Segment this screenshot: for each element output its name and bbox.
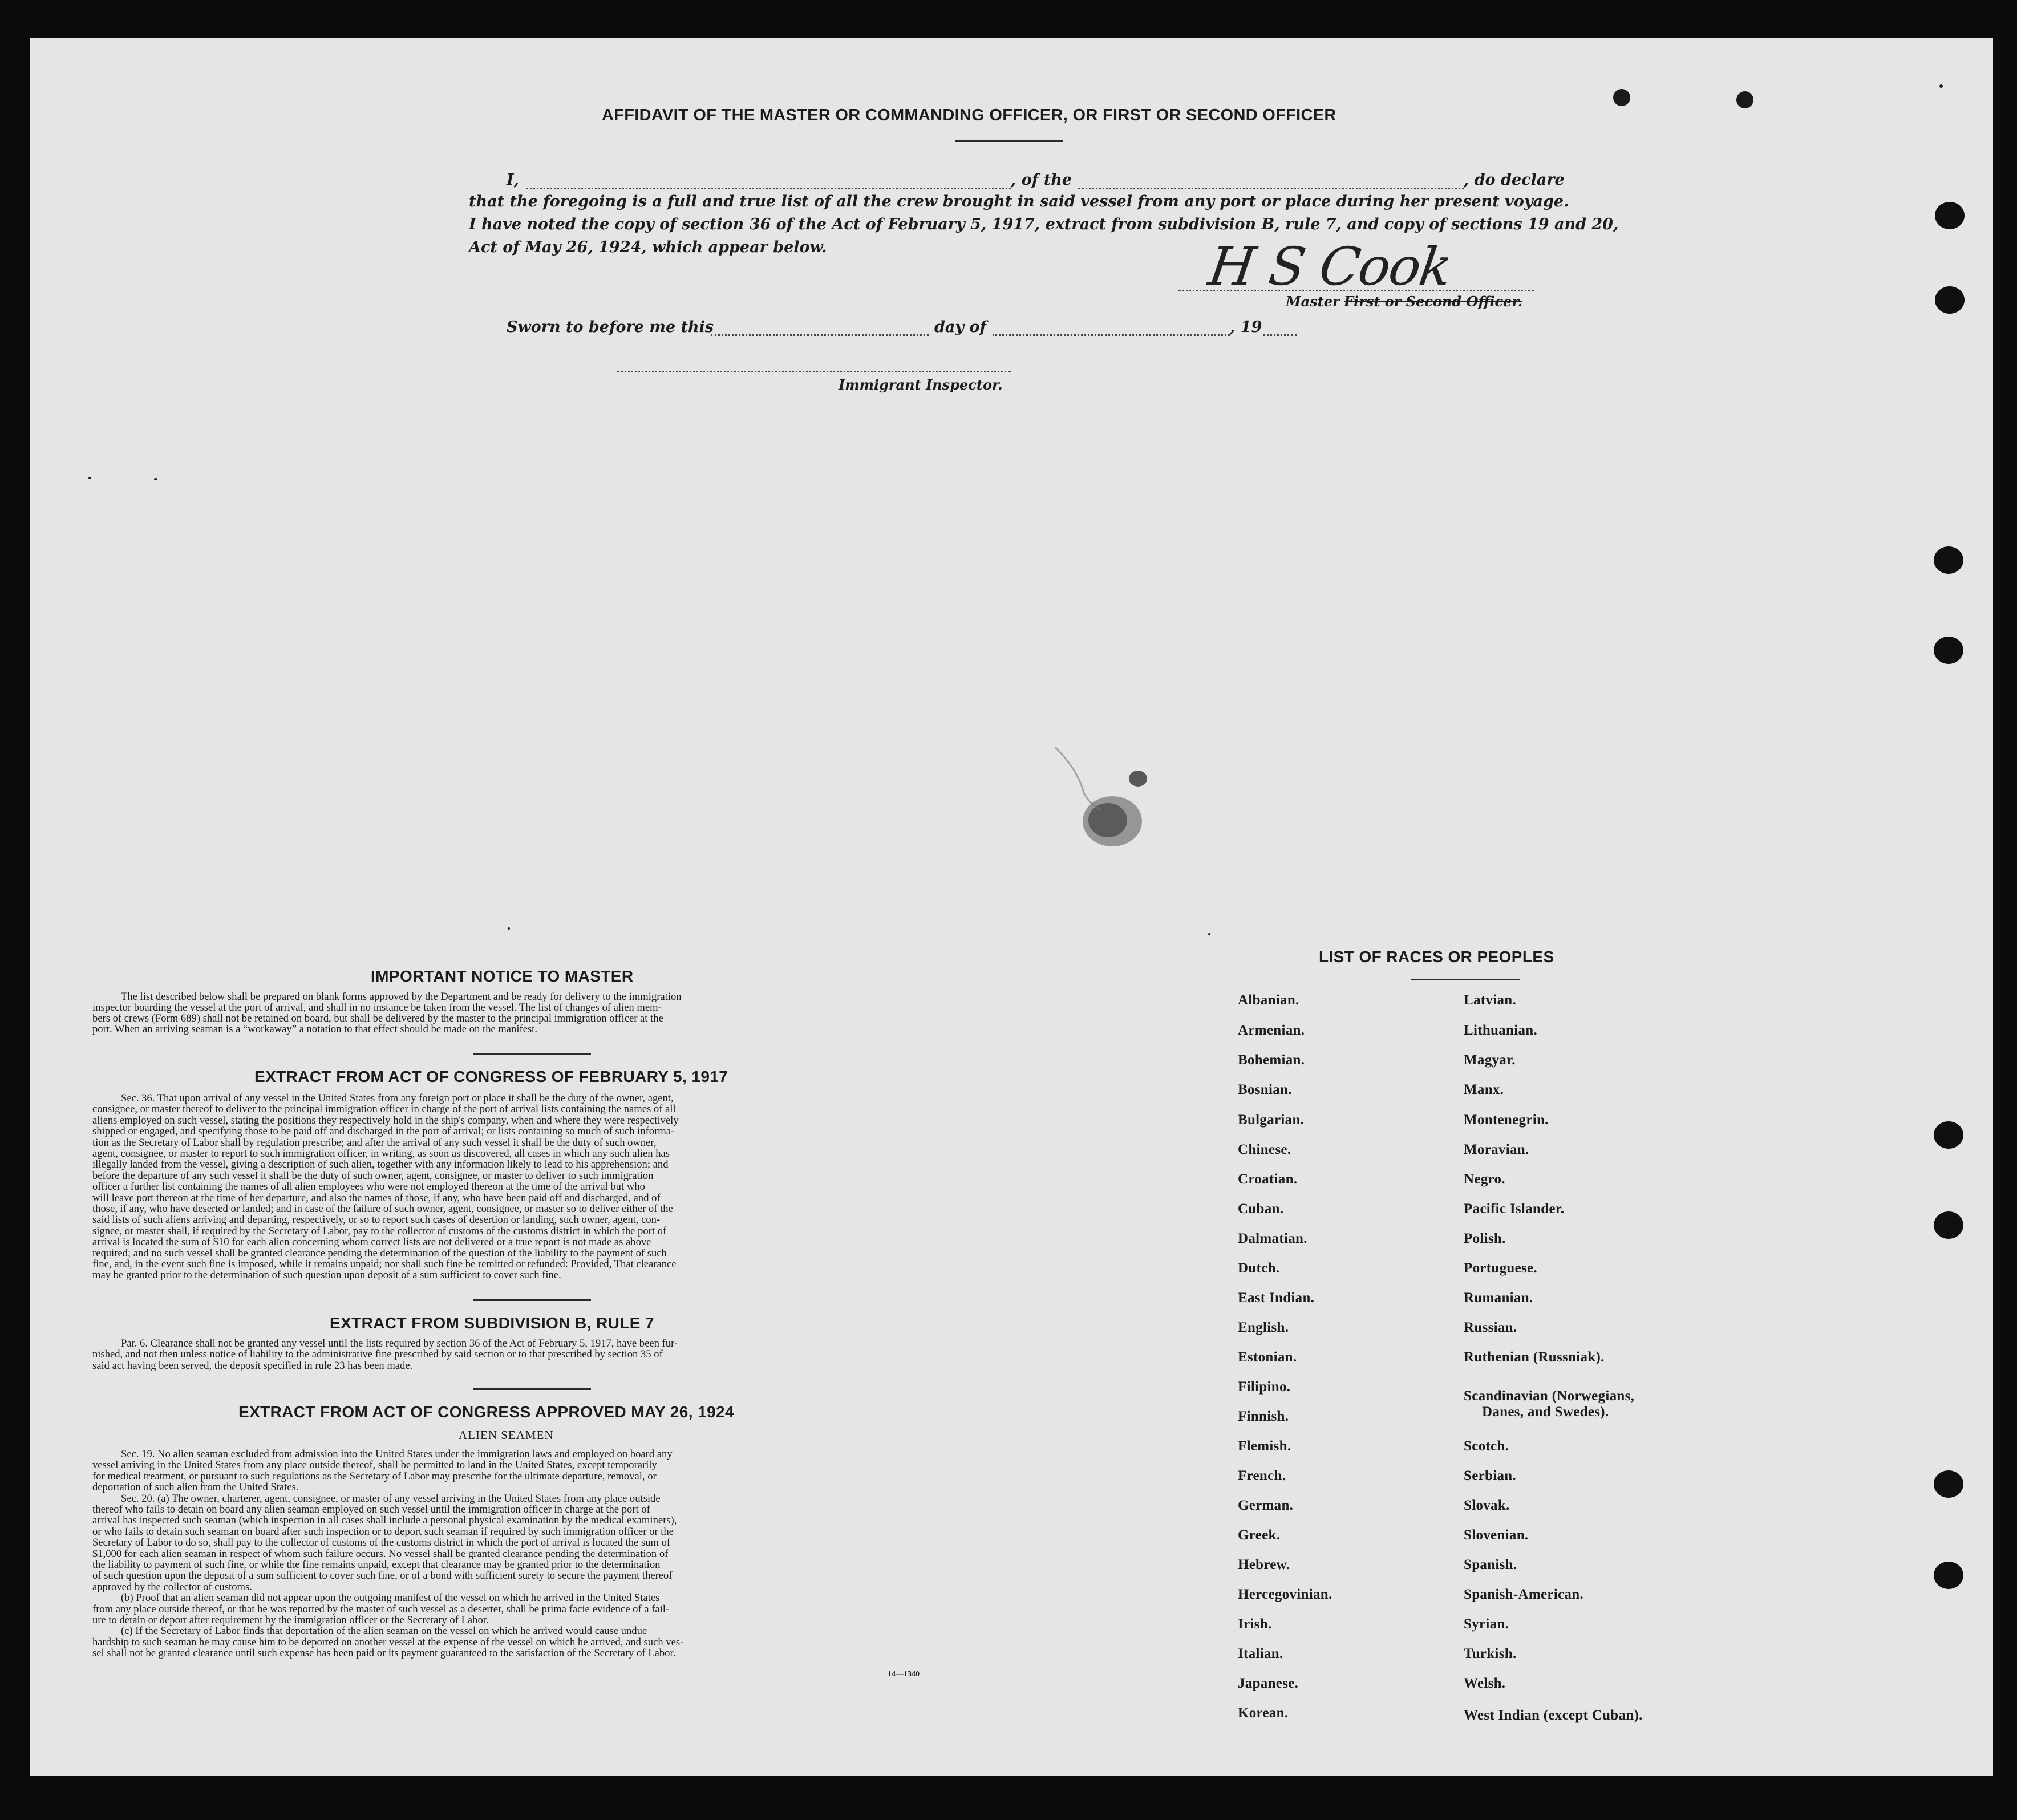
races-title-underline: [1411, 979, 1520, 980]
punch-hole: [1934, 1211, 1963, 1239]
text-line: those, if any, who have deserted or landed; and in case of the failure of such owner, agent, consignee, or master so to deliver either of the: [92, 1203, 673, 1215]
text-line: for medical treatment, or pursuant to such regulations as the Secretary of Labor may prescribe for the ultimate departure, removal, or: [92, 1470, 657, 1482]
notice-line: inspector boarding the vessel at the port of arrival, and shall in no instance be taken from the vessel. The list of changes of alien mem-: [92, 1002, 662, 1014]
text-line: or who fails to detain such seaman on board after such inspection or to deport such seaman if required by such immigration officer or the: [92, 1525, 674, 1538]
race-item: Polish.: [1464, 1231, 1506, 1246]
inspector-label: Immigrant Inspector.: [839, 376, 1003, 393]
text-line: Sec. 36. That upon arrival of any vessel in the United States from any foreign port or place it shall be the duty of the owner, agent,: [121, 1092, 674, 1104]
text-line: illegally landed from the vessel, giving a description of such alien, together with any information likely to lead to his apprehension; and: [92, 1158, 669, 1171]
section-divider: [473, 1299, 591, 1301]
ink-speck: [1613, 89, 1630, 106]
punch-hole: [1934, 1562, 1963, 1589]
punch-hole: [1935, 286, 1965, 314]
text-line: will leave port thereon at the time of her departure, and also the names of those, if any, who have been paid off and discharged, and of: [92, 1191, 661, 1204]
text-line: ure to detain or deport after requirement by the immigration officer or the Secretary of Labor.: [92, 1614, 489, 1626]
affidavit-title: AFFIDAVIT OF THE MASTER OR COMMANDING OFFICER, OR FIRST OR SECOND OFFICER: [602, 106, 1336, 124]
year-blank: [1263, 334, 1297, 336]
race-item: Serbian.: [1464, 1468, 1516, 1483]
ink-speck: [154, 478, 157, 480]
text-line: aliens employed on such vessel, stating the positions they respectively hold in the ship's company, when and where they were respectively: [92, 1114, 679, 1126]
text-line: required; and no such vessel shall be granted clearance pending the determination of the question of the liability to the payment of such: [92, 1247, 667, 1259]
ink-speck: [1208, 933, 1210, 935]
text-line: Sec. 20. (a) The owner, charterer, agent, consignee, or master of any vessel arriving in the United States from any place outside: [121, 1492, 661, 1505]
text-line: (b) Proof that an alien seaman did not appear upon the outgoing manifest of the vessel on which he arrived in the United States: [121, 1592, 660, 1604]
title-underline: [955, 140, 1063, 142]
race-item: Portuguese.: [1464, 1260, 1537, 1276]
ink-speck: [1939, 84, 1943, 88]
text-line: said act having been served, the deposit specified in rule 23 has been made.: [92, 1359, 413, 1372]
race-item: Scandinavian (Norwegians,: [1464, 1388, 1635, 1404]
text-line: shipped or engaged, and specifying those to be paid off and discharged in the port of arrival; or lists containing so much of such informa-: [92, 1125, 675, 1138]
race-item: Rumanian.: [1464, 1290, 1533, 1306]
race-item: Dalmatian.: [1238, 1231, 1307, 1246]
race-item: Spanish.: [1464, 1557, 1517, 1572]
text-line: signee, or master shall, if required by the Secretary of Labor, pay to the collector of customs of the customs district in which the port of: [92, 1225, 667, 1237]
month-blank: [993, 334, 1230, 336]
text-line: hardship to such seaman he may cause him to be deported on another vessel at the expense of the vessel on which he arrived, and such ves-: [92, 1636, 684, 1648]
race-item: Greek.: [1238, 1527, 1281, 1543]
text-line: said lists of such aliens arriving and departing, respectively, or so to report such cases of desertion or landing, such owner, agent, con-: [92, 1214, 661, 1226]
race-item: Hercegovinian.: [1238, 1587, 1332, 1602]
race-item: Estonian.: [1238, 1349, 1297, 1365]
form-number: 14—1340: [888, 1670, 920, 1679]
race-item: East Indian.: [1238, 1290, 1315, 1306]
race-item: Irish.: [1238, 1616, 1272, 1632]
text-line: consignee, or master thereof to deliver to the principal immigration officer in charge of the port of arrival lists containing the names of all: [92, 1103, 676, 1116]
subdivision-b-title: EXTRACT FROM SUBDIVISION B, RULE 7: [330, 1314, 654, 1332]
ink-speck: [508, 927, 510, 930]
text-line: Secretary of Labor to do so, shall pay to the collector of customs of the customs district in which the port of arrival is located the sum of: [92, 1537, 671, 1549]
affidavit-of-the: , of the: [1011, 171, 1072, 189]
race-item: German.: [1238, 1498, 1294, 1513]
race-item: Welsh.: [1464, 1676, 1506, 1691]
race-item: Spanish-American.: [1464, 1587, 1583, 1602]
section-divider: [473, 1053, 591, 1055]
race-item: Bohemian.: [1238, 1052, 1305, 1068]
text-line: arrival has inspected such seaman (which inspection in all cases shall include a personal physical examination by the medical examiners),: [92, 1514, 677, 1527]
text-line: fine, and, in the event such fine is imposed, while it remains unpaid; nor shall such fine be remitted or refunded: Provided, That clearance: [92, 1258, 677, 1270]
race-item: Hebrew.: [1238, 1557, 1290, 1572]
text-line: tion as the Secretary of Labor shall by regulation prescribe; and after the arrival of any such vessel it shall be the duty of such owner,: [92, 1136, 657, 1149]
affidavit-line2: that the foregoing is a full and true list of all the crew brought in said vessel from any port or place during her present voyage.: [469, 193, 1569, 210]
ink-speck: [1736, 91, 1753, 108]
text-line: from any place outside thereof, or that he was reported by the master of such vessel as a deserter, shall be prima facie evidence of a fail-: [92, 1603, 670, 1615]
affidavit-line3: I have noted the copy of section 36 of the Act of February 5, 1917, extract from subdivision B, rule 7, and copy of sections 19 and 20,: [469, 216, 1619, 233]
race-item: Ruthenian (Russniak).: [1464, 1349, 1605, 1365]
race-item: Montenegrin.: [1464, 1112, 1549, 1128]
race-item: English.: [1238, 1320, 1289, 1335]
race-item: Dutch.: [1238, 1260, 1280, 1276]
ink-speck: [88, 477, 91, 479]
text-line: Sec. 19. No alien seaman excluded from admission into the United States under the immigration laws and employed on board any: [121, 1448, 673, 1460]
race-item: Danes, and Swedes).: [1482, 1404, 1609, 1420]
race-item: Russian.: [1464, 1320, 1517, 1335]
text-line: of such question upon the deposit of a sum sufficient to cover such fine, or of a bond with sufficient surety to secure the payment thereof: [92, 1570, 673, 1582]
text-line: (c) If the Secretary of Labor finds that deportation of the alien seaman on the vessel on which he arrived would cause undue: [121, 1625, 647, 1637]
text-line: thereof who fails to detain on board any alien seaman employed on such vessel until the immigration officer in charge at the port of: [92, 1503, 650, 1515]
section-divider: [473, 1388, 591, 1390]
race-item: Bosnian.: [1238, 1082, 1292, 1097]
punch-hole: [1934, 1121, 1963, 1149]
race-item: Lithuanian.: [1464, 1023, 1538, 1038]
sworn-text: Sworn to before me this: [507, 318, 714, 336]
race-item: Negro.: [1464, 1172, 1505, 1187]
race-item: Finnish.: [1238, 1409, 1289, 1424]
notice-line: port. When an arriving seaman is a “workaway” a notation to that effect should be made on the manifest.: [92, 1023, 537, 1035]
race-item: Croatian.: [1238, 1172, 1298, 1187]
year-text: , 19: [1230, 318, 1262, 336]
race-item: Syrian.: [1464, 1616, 1509, 1632]
text-line: officer a further list containing the names of all alien employees who were not employed thereon at the time of the arrival but who: [92, 1181, 645, 1193]
punch-hole: [1934, 546, 1963, 574]
race-item: Korean.: [1238, 1705, 1289, 1721]
text-line: Par. 6. Clearance shall not be granted any vessel until the lists required by section 36 of the Act of February 5, 1917, have been fur-: [121, 1337, 678, 1349]
punch-hole: [1934, 1470, 1963, 1498]
extract-1917-title: EXTRACT FROM ACT OF CONGRESS OF FEBRUARY 5, 1917: [254, 1068, 728, 1085]
text-line: may be granted prior to the determination of such question upon deposit of a sum sufficient to cover such fine.: [92, 1269, 561, 1282]
race-item: Scotch.: [1464, 1438, 1509, 1454]
race-item: Armenian.: [1238, 1023, 1305, 1038]
sworn-day-blank: [711, 334, 929, 336]
race-item: Chinese.: [1238, 1142, 1291, 1157]
race-item: Latvian.: [1464, 992, 1516, 1008]
text-line: before the departure of any such vessel it shall be the duty of such owner, agent, consignee, or master to deliver to such immigration: [92, 1169, 654, 1182]
text-line: nished, and not then unless notice of liability to the administrative fine prescribed by said section or to that prescribed by section 35 of: [92, 1348, 663, 1361]
name-blank: [526, 188, 1011, 189]
text-line: deportation of such alien from the United States.: [92, 1481, 299, 1494]
text-line: the liability to payment of such fine, or while the fine remains unpaid, except that clearance may be granted prior to the determination: [92, 1559, 661, 1571]
race-item: Albanian.: [1238, 992, 1299, 1008]
alien-seamen-subtitle: ALIEN SEAMEN: [459, 1428, 554, 1442]
race-item: Moravian.: [1464, 1142, 1529, 1157]
master-label: Master: [1286, 293, 1340, 310]
inspector-signature-line: [617, 371, 1011, 372]
text-line: approved by the collector of customs.: [92, 1580, 252, 1593]
race-item: French.: [1238, 1468, 1286, 1483]
punch-hole: [1934, 637, 1963, 664]
affidavit-line4: Act of May 26, 1924, which appear below.: [469, 238, 827, 256]
ink-smudge: [1044, 736, 1181, 873]
struck-officer-label: First or Second Officer.: [1344, 293, 1523, 310]
notice-line: The list described below shall be prepared on blank forms approved by the Department and be ready for delivery to the immigration: [121, 991, 682, 1003]
race-item: Turkish.: [1464, 1646, 1517, 1661]
notice-line: bers of crews (Form 689) shall not be retained on board, but shall be delivered by the master to the principal immigration officer at the: [92, 1012, 663, 1024]
race-item: Cuban.: [1238, 1201, 1284, 1217]
text-line: arrival is located the sum of $10 for each alien concerning whom correct lists are not delivered or a true report is not made as above: [92, 1236, 651, 1249]
notice-title: IMPORTANT NOTICE TO MASTER: [371, 967, 634, 985]
race-item: Flemish.: [1238, 1438, 1291, 1454]
race-item: Slovak.: [1464, 1498, 1510, 1513]
text-line: agent, consignee, or master to report to such immigration officer, in writing, as soon as discovered, all cases in which any such alien has: [92, 1148, 670, 1160]
race-item: Pacific Islander.: [1464, 1201, 1565, 1217]
races-title: LIST OF RACES OR PEOPLES: [1319, 948, 1554, 966]
text-line: sel shall not be granted clearance until such expense has been paid or its payment guaranteed to the satisfaction of the Secretary of Labor.: [92, 1647, 676, 1660]
signature-line: [1178, 290, 1534, 291]
race-item: Japanese.: [1238, 1676, 1299, 1691]
race-item: Slovenian.: [1464, 1527, 1529, 1543]
affidavit-declare: , do declare: [1464, 171, 1565, 189]
text-line: vessel arriving in the United States from any place outside thereof, shall be permitted to land in the United States, except temporarily: [92, 1459, 657, 1472]
race-item: Magyar.: [1464, 1052, 1516, 1068]
vessel-blank: [1078, 188, 1464, 189]
punch-hole: [1935, 202, 1965, 229]
race-item: Bulgarian.: [1238, 1112, 1305, 1128]
race-item: Filipino.: [1238, 1379, 1291, 1395]
extract-1924-title: EXTRACT FROM ACT OF CONGRESS APPROVED MAY 26, 1924: [238, 1403, 734, 1421]
signature-h-s-cook: H S Cook: [1205, 236, 1455, 297]
affidavit-i: I,: [507, 171, 520, 189]
race-item: Italian.: [1238, 1646, 1283, 1661]
text-line: $1,000 for each alien seaman in respect of whom such failure occurs. No vessel shall be granted clearance pending the determination of: [92, 1547, 669, 1560]
day-of-text: day of: [934, 318, 987, 336]
race-item: Manx.: [1464, 1082, 1504, 1097]
race-item: West Indian (except Cuban).: [1464, 1708, 1643, 1723]
